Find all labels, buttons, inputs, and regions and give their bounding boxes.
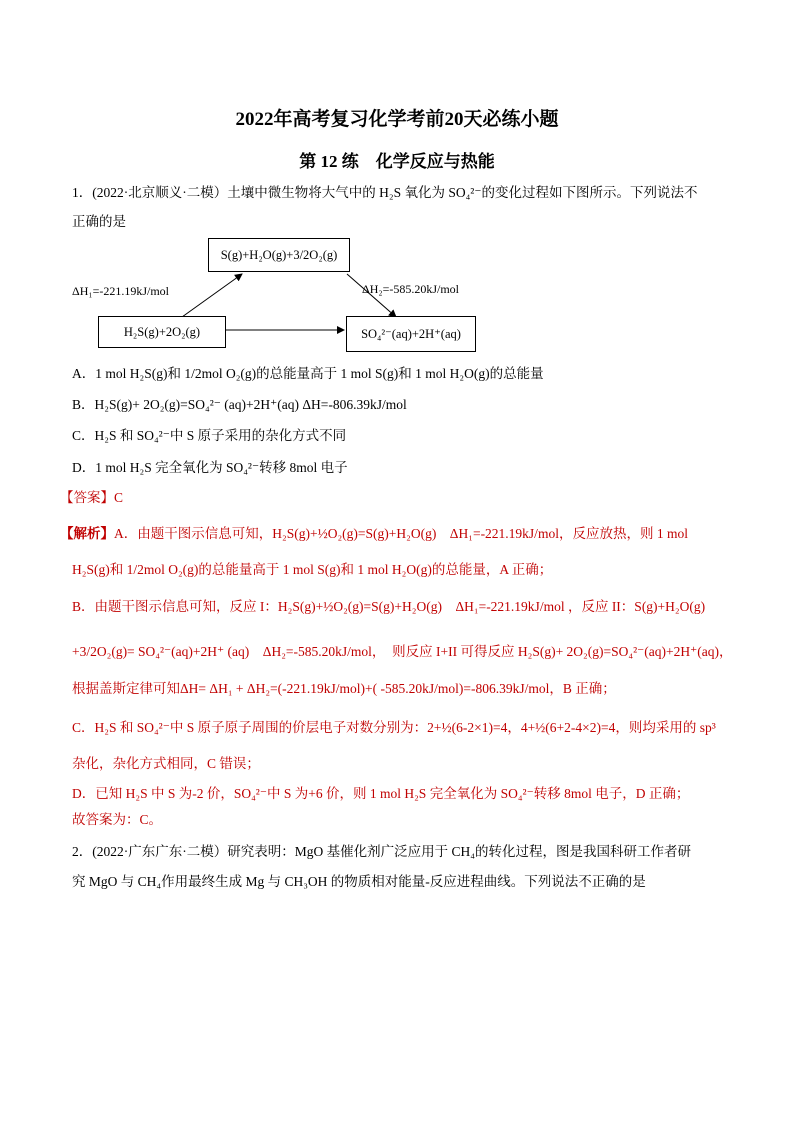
reaction-diagram [66,232,486,357]
analysis-b-line-1: B．由题干图示信息可知，反应 I：H₂S(g)+½O₂(g)=S(g)+H₂O(g) ΔH₁=-221.19kJ/mol ，反应 II：S(g)+H₂O(g) [72,599,706,614]
analysis-a-line-2: H₂S(g)和 1/2mol O₂(g)的总能量高于 1 mol S(g)和 1 mol H₂O(g)的总能量，A 正确； [72,562,553,577]
analysis-label: 【解析】 [60,526,114,541]
right-box: SO₄²⁻(aq)+2H⁺(aq) [346,316,476,352]
q1-stem-line-2: 正确的是 [72,214,126,229]
analysis-c-line-2: 杂化，杂化方式相同，C 错误； [72,756,260,771]
analysis-d-line-1: D．已知 H₂S 中 S 为-2 价，SO₄²⁻中 S 为+6 价，则 1 mol H₂S 完全氧化为 SO₄²⁻转移 8mol 电子，D 正确； [72,786,690,801]
arrow-left-to-top [182,274,242,317]
page-title: 2022年高考复习化学考前20天必练小题 [235,109,559,130]
analysis-b-line-2: +3/2O₂(g)= SO₄²⁻(aq)+2H⁺ (aq) ΔH₂=-585.20kJ/mol， 则反应 I+II 可得反应 H₂S(g)+ 2O₂(g)=SO₄²⁻(aq)+2H⁺(aq)， [72,644,733,659]
analysis-d-line-2: 故答案为：C。 [72,812,163,827]
analysis-b-line-3: 根据盖斯定律可知ΔH= ΔH₁ + ΔH₂=(-221.19kJ/mol)+( -585.20kJ/mol)=-806.39kJ/mol，B 正确； [72,681,616,696]
left-box: H₂S(g)+2O₂(g) [98,316,226,348]
q1-option-d: D．1 mol H₂S 完全氧化为 SO₄²⁻转移 8mol 电子 [72,460,348,475]
analysis-c-line-1: C．H₂S 和 SO₄²⁻中 S 原子原子周围的价层电子对数分别为：2+½(6-2×1)=4，4+½(6+2-4×2)=4，则均采用的 sp³ [72,720,716,735]
q2-stem-line-1: 2．(2022·广东广东·二模）研究表明：MgO 基催化剂广泛应用于 CH₄的转化过程，图是我国科研工作者研 [72,844,691,859]
dh2-label: ΔH₂=-585.20kJ/mol [362,282,460,296]
analysis-a-line-1 [60,522,688,542]
q1-answer: 【答案】C [60,490,124,505]
q1-option-b: B．H₂S(g)+ 2O₂(g)=SO₄²⁻ (aq)+2H⁺(aq) ΔH=-806.39kJ/mol [72,397,407,412]
q1-stem-line-1: 1．(2022·北京顺义·二模）土壤中微生物将大气中的 H₂S 氧化为 SO₄²⁻的变化过程如下图所示。下列说法不 [72,185,698,200]
q1-option-a: A．1 mol H₂S(g)和 1/2mol O₂(g)的总能量高于 1 mol S(g)和 1 mol H₂O(g)的总能量 [72,366,544,381]
top-box: S(g)+H₂O(g)+3/2O₂(g) [208,238,350,272]
analysis-a-text-1: A．由题干图示信息可知，H₂S(g)+½O₂(g)=S(g)+H₂O(g) ΔH₁=-221.19kJ/mol，反应放热，则 1 mol [114,526,688,541]
q1-option-c: C．H₂S 和 SO₄²⁻中 S 原子采用的杂化方式不同 [72,428,347,443]
q2-stem-line-2: 究 MgO 与 CH₄作用最终生成 Mg 与 CH₃OH 的物质相对能量-反应进程曲线。下列说法不正确的是 [72,874,646,889]
page-subtitle: 第 12 练 化学反应与热能 [299,152,495,171]
dh1-label: ΔH₁=-221.19kJ/mol [72,284,170,298]
